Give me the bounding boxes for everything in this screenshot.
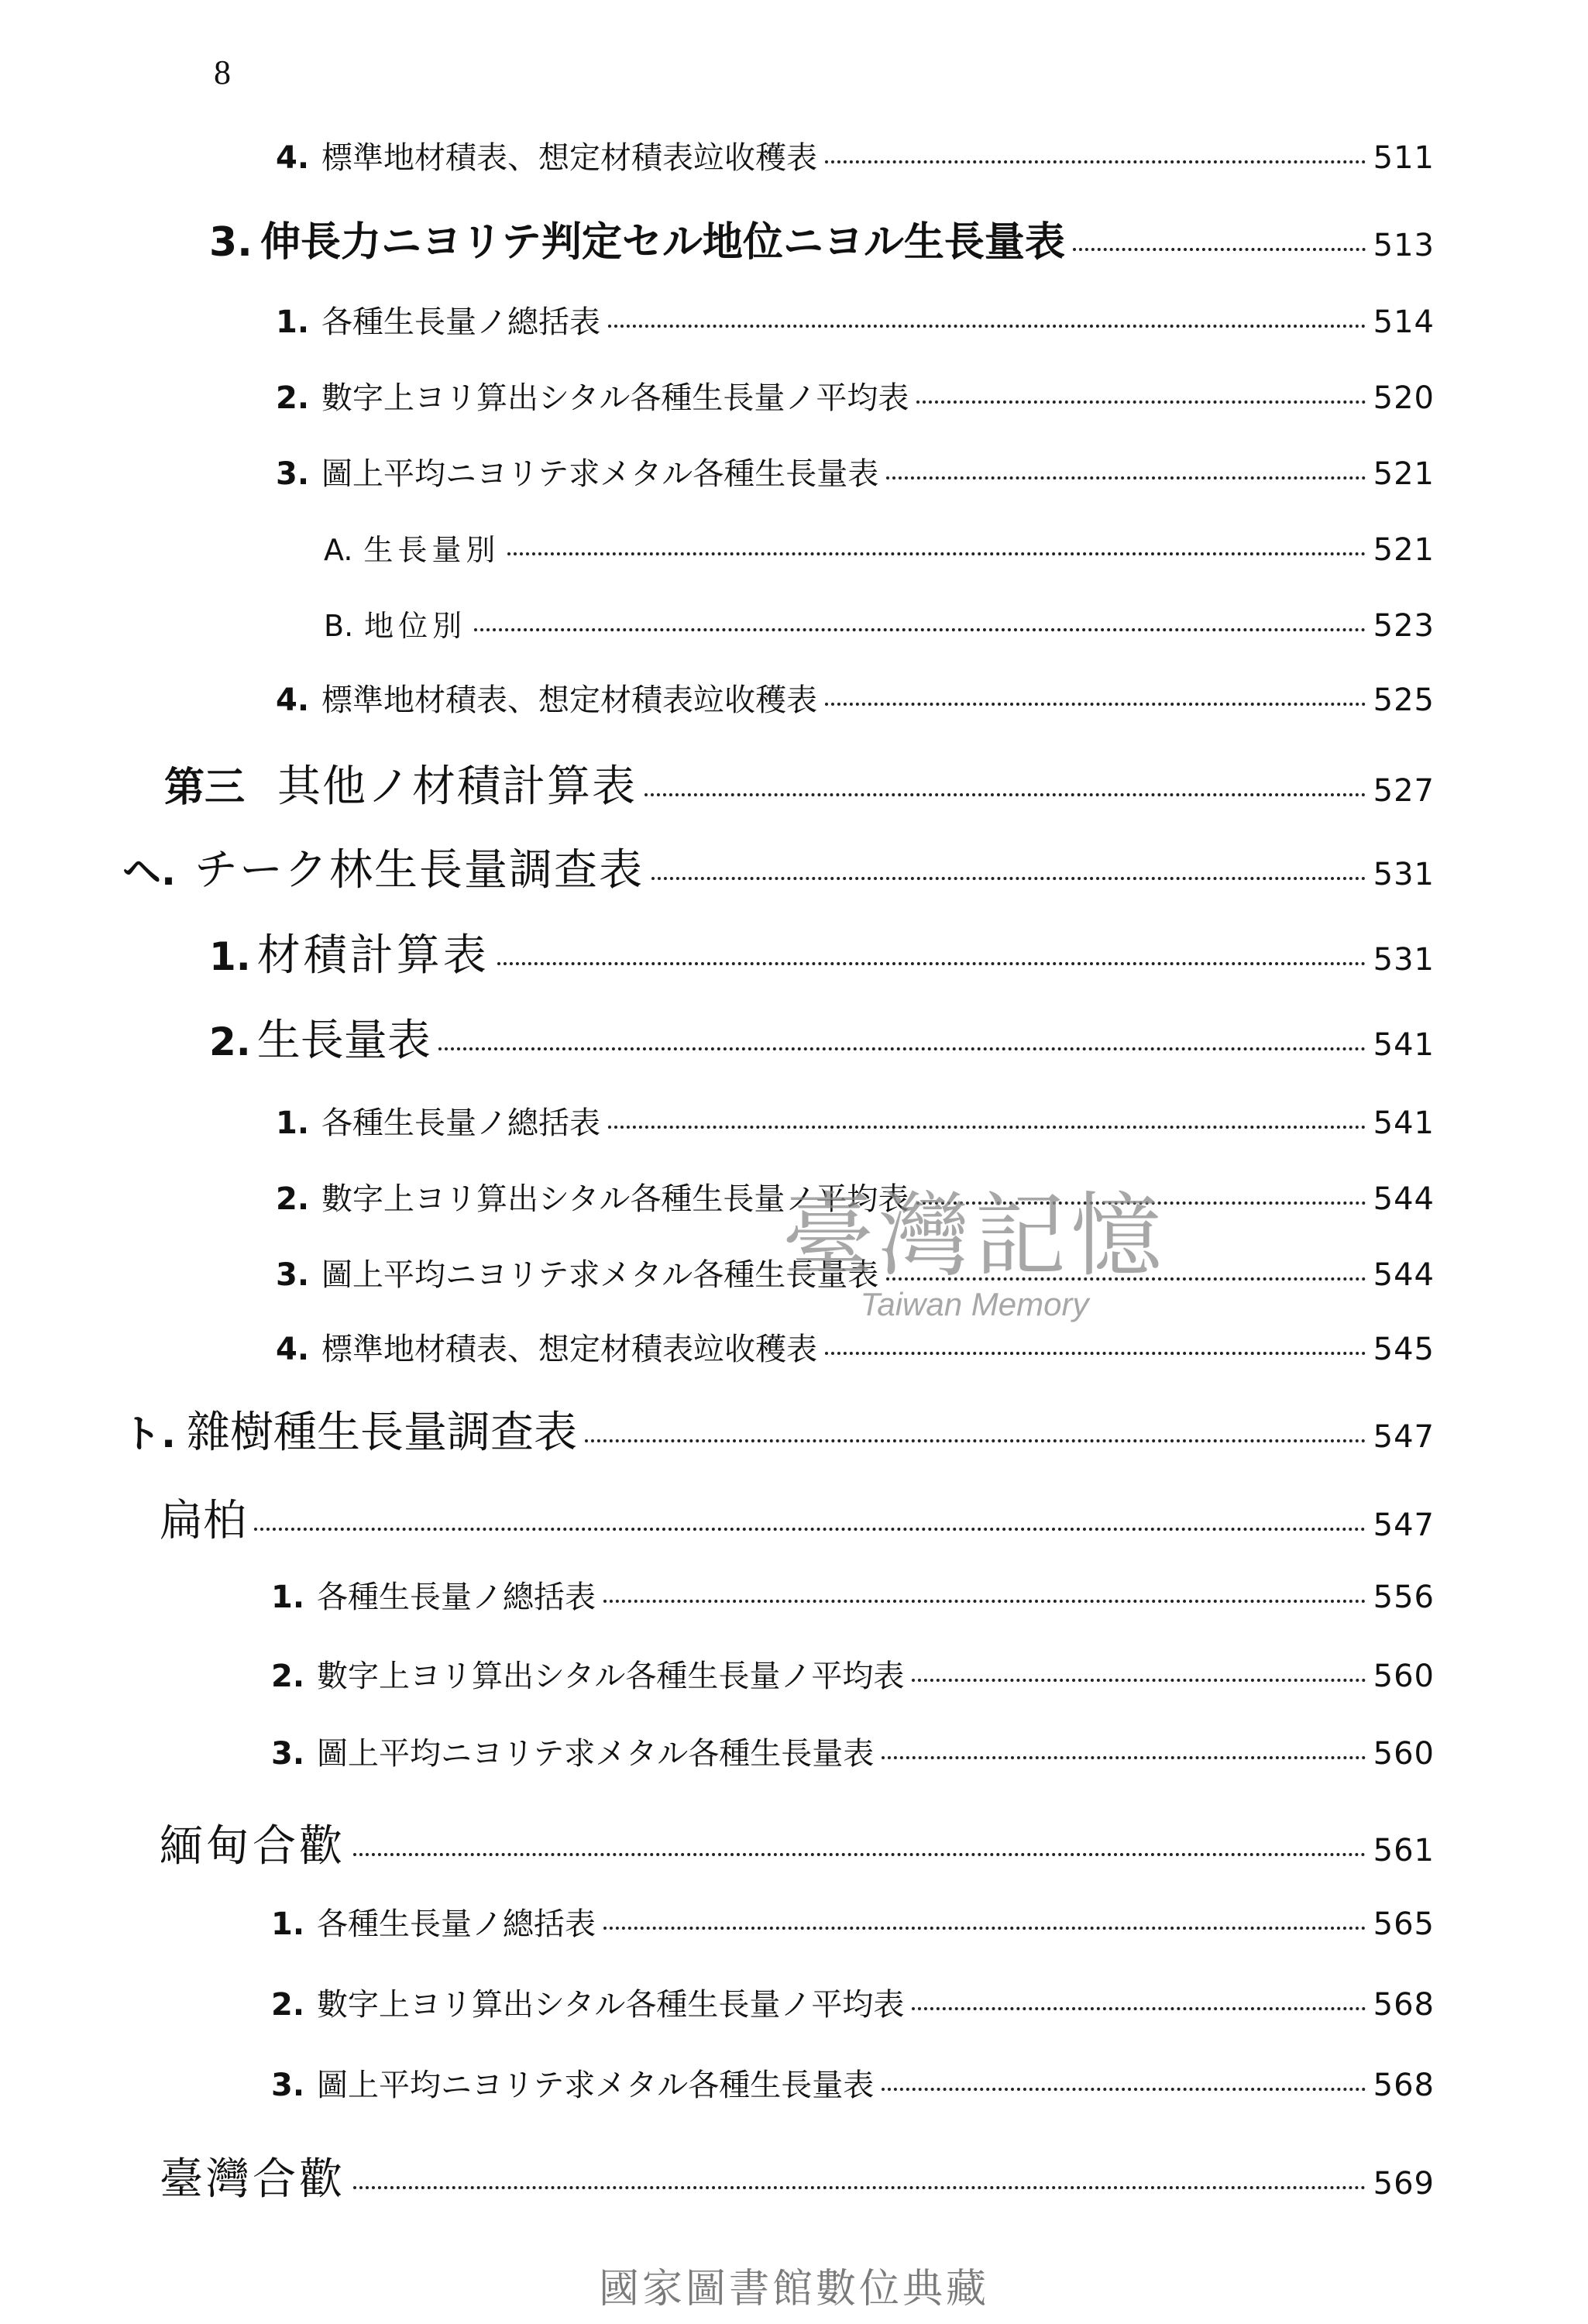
- dot-leader: [603, 1600, 1366, 1603]
- entry-page: 569: [1373, 2166, 1435, 2202]
- watermark-cjk-text: 臺灣記憶: [782, 1182, 1167, 1289]
- entry-number: ヘ.: [122, 849, 176, 894]
- toc-entry: [271, 1579, 1435, 1616]
- entry-page: 560: [1373, 1736, 1435, 1772]
- entry-title: 各種生長量ノ總括表: [321, 304, 601, 340]
- entry-number: 2.: [271, 1987, 305, 2023]
- toc-entry: [276, 304, 1435, 341]
- toc-entry: [271, 2067, 1435, 2104]
- entry-page: 541: [1373, 1027, 1435, 1063]
- entry-title: 臺灣合歡: [160, 2154, 345, 2205]
- toc-entry: [276, 139, 1435, 177]
- toc-entry: [271, 1735, 1435, 1772]
- toc-entry: [122, 1407, 1435, 1459]
- entry-page: 513: [1373, 228, 1435, 263]
- entry-number: 2.: [209, 1019, 251, 1064]
- entry-number: 4.: [276, 140, 310, 176]
- dot-leader: [353, 1853, 1366, 1856]
- toc-entry: [164, 761, 1435, 813]
- toc-entry: [122, 844, 1435, 896]
- entry-title: 圖上平均ニヨリテ求メタル各種生長量表: [317, 2068, 875, 2103]
- dot-leader: [474, 628, 1365, 631]
- entry-number: 3.: [276, 1257, 310, 1293]
- toc-entry: [276, 682, 1435, 719]
- entry-number: 3.: [209, 219, 253, 266]
- entry-page: 556: [1373, 1580, 1435, 1615]
- dot-leader: [603, 1927, 1366, 1930]
- entry-number: B.: [324, 609, 354, 643]
- entry-title: 數字上ヨリ算出シタル各種生長量ノ平均表: [317, 1987, 905, 2023]
- entry-number: 4.: [276, 682, 310, 718]
- entry-title: 生長量別: [363, 533, 500, 567]
- dot-leader: [882, 2088, 1365, 2091]
- page-number: 8: [214, 53, 231, 91]
- dot-leader: [912, 2007, 1365, 2010]
- entry-page: 544: [1373, 1257, 1435, 1293]
- entry-page: 547: [1373, 1508, 1435, 1543]
- dot-leader: [353, 2186, 1366, 2189]
- entry-page: 560: [1373, 1659, 1435, 1694]
- library-collection-stamp: 國家圖書館數位典藏: [598, 2266, 989, 2312]
- dot-leader: [608, 325, 1366, 328]
- toc-entry: [271, 1658, 1435, 1695]
- dot-leader: [438, 1047, 1366, 1050]
- entry-title: 各種生長量ノ總括表: [321, 1105, 601, 1141]
- entry-page: 561: [1373, 1833, 1435, 1868]
- entry-title: 圖上平均ニヨリテ求メタル各種生長量表: [321, 1257, 879, 1293]
- dot-leader: [1073, 248, 1366, 251]
- entry-page: 568: [1373, 1987, 1435, 2023]
- entry-page: 531: [1373, 942, 1435, 978]
- entry-title: 各種生長量ノ總括表: [317, 1906, 596, 1942]
- toc-entry: [209, 218, 1435, 266]
- toc-entry: [271, 1906, 1435, 1943]
- toc-entry: [160, 1495, 1435, 1547]
- entry-title: 數字上ヨリ算出シタル各種生長量ノ平均表: [321, 380, 909, 416]
- entry-number: 3.: [271, 1736, 305, 1772]
- entry-number: ト.: [122, 1411, 176, 1456]
- dot-leader: [916, 401, 1365, 404]
- entry-title: 標準地材積表、想定材積表竝收穫表: [321, 140, 818, 176]
- taiwan-memory-watermark: [782, 1162, 1167, 1323]
- entry-page: 521: [1373, 456, 1435, 492]
- dot-leader: [497, 962, 1366, 965]
- entry-page: 568: [1373, 2068, 1435, 2103]
- entry-number: 1.: [271, 1906, 305, 1942]
- entry-title: 伸長力ニヨリテ判定セル地位ニヨル生長量表: [260, 218, 1065, 266]
- dot-leader: [644, 793, 1366, 796]
- entry-number: 1.: [276, 1105, 310, 1141]
- entry-page: 511: [1373, 140, 1435, 176]
- entry-number: 1.: [271, 1580, 305, 1615]
- entry-page: 565: [1373, 1906, 1435, 1942]
- entry-title: チーク林生長量調查表: [194, 845, 644, 896]
- entry-title: 雜樹種生長量調查表: [187, 1408, 577, 1458]
- watermark-en-text: Taiwan Memory: [860, 1286, 1089, 1322]
- dot-leader: [608, 1126, 1366, 1129]
- entry-number: A.: [324, 533, 353, 567]
- entry-page: 514: [1373, 304, 1435, 340]
- dot-leader: [912, 1679, 1365, 1682]
- toc-entry: [276, 456, 1435, 493]
- entry-page: 527: [1373, 773, 1435, 809]
- entry-title: 標準地材積表、想定材積表竝收穫表: [321, 1332, 818, 1367]
- entry-title: 數字上ヨリ算出シタル各種生長量ノ平均表: [317, 1659, 905, 1694]
- entry-number: 1.: [209, 934, 251, 979]
- entry-page: 531: [1373, 857, 1435, 892]
- toc-entry: [271, 1986, 1435, 2023]
- toc-entry: [276, 1331, 1435, 1368]
- entry-page: 521: [1373, 532, 1435, 568]
- entry-number: 1.: [276, 304, 310, 340]
- entry-number: 3.: [276, 456, 310, 492]
- dot-leader: [507, 552, 1365, 555]
- dot-leader: [825, 1352, 1366, 1355]
- entry-number: 2.: [271, 1659, 305, 1694]
- entry-number: 2.: [276, 380, 310, 416]
- toc-entry: [209, 930, 1435, 982]
- toc-entry: [160, 1820, 1435, 1872]
- entry-title: 其他ノ材積計算表: [277, 761, 638, 812]
- entry-title: 各種生長量ノ總括表: [317, 1580, 596, 1615]
- dot-leader: [254, 1528, 1366, 1531]
- toc-entry: [209, 1015, 1435, 1067]
- entry-title: 扁柏: [160, 1496, 246, 1546]
- dot-leader: [585, 1439, 1366, 1442]
- entry-title: 數字上ヨリ算出シタル各種生長量ノ平均表: [321, 1181, 909, 1217]
- dot-leader: [825, 703, 1366, 706]
- toc-entry: [276, 1105, 1435, 1142]
- entry-number: 4.: [276, 1332, 310, 1367]
- entry-title: 圖上平均ニヨリテ求メタル各種生長量表: [317, 1736, 875, 1772]
- toc-entry: [160, 2154, 1435, 2205]
- entry-title: 圖上平均ニヨリテ求メタル各種生長量表: [321, 456, 879, 492]
- entry-number: 2.: [276, 1181, 310, 1217]
- dot-leader: [886, 476, 1365, 480]
- entry-number: 第三: [164, 765, 246, 811]
- toc-entry: [324, 607, 1435, 645]
- entry-title: 緬甸合歡: [160, 1821, 345, 1872]
- entry-page: 544: [1373, 1181, 1435, 1217]
- entry-title: 材積計算表: [256, 930, 490, 981]
- entry-page: 520: [1373, 380, 1435, 416]
- entry-page: 523: [1373, 608, 1435, 644]
- dot-leader: [651, 877, 1366, 880]
- entry-title: 生長量表: [256, 1016, 431, 1066]
- entry-page: 541: [1373, 1105, 1435, 1141]
- entry-page: 525: [1373, 682, 1435, 718]
- dot-leader: [825, 160, 1366, 163]
- dot-leader: [882, 1756, 1365, 1759]
- toc-entry: [276, 380, 1435, 417]
- entry-title: 地位別: [364, 609, 467, 643]
- toc-entry: [324, 531, 1435, 569]
- entry-number: 3.: [271, 2068, 305, 2103]
- entry-page: 547: [1373, 1419, 1435, 1455]
- entry-page: 545: [1373, 1332, 1435, 1367]
- entry-title: 標準地材積表、想定材積表竝收穫表: [321, 682, 818, 718]
